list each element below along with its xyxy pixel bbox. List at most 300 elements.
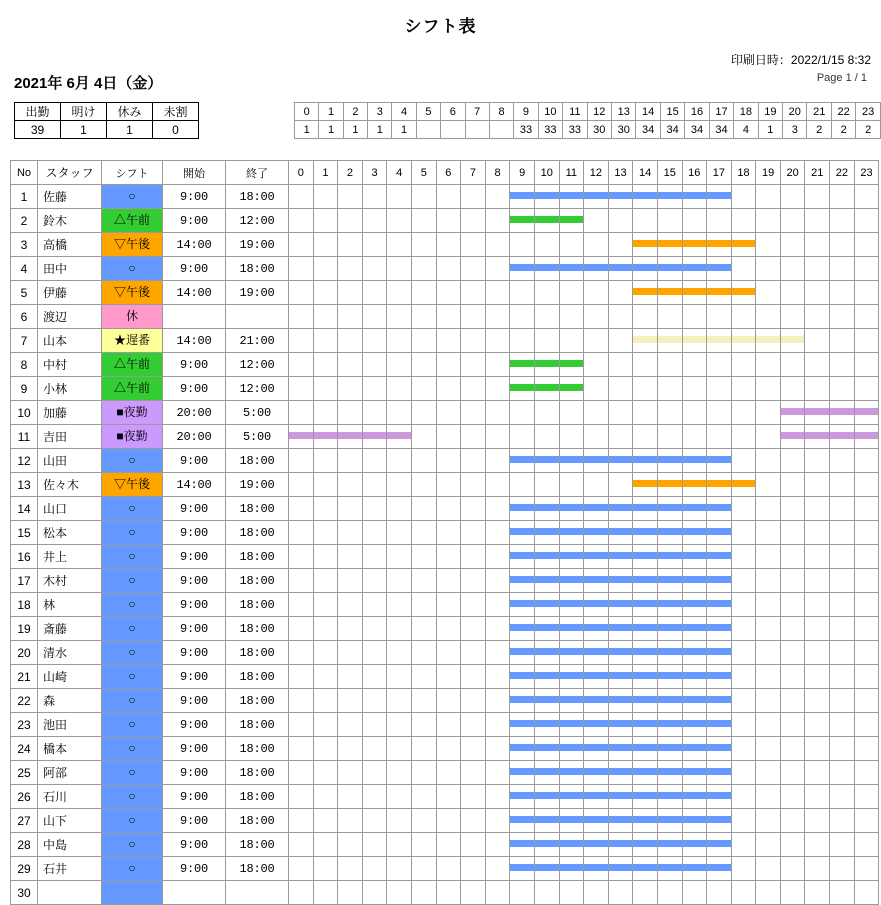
- table-row[interactable]: [11, 641, 879, 665]
- gantt-cell[interactable]: [731, 305, 756, 329]
- gantt-cell[interactable]: [584, 185, 609, 209]
- gantt-cell[interactable]: [780, 329, 805, 353]
- gantt-cell[interactable]: [362, 833, 387, 857]
- gantt-cell[interactable]: [805, 449, 830, 473]
- shift-code[interactable]: [102, 401, 163, 425]
- table-row[interactable]: [11, 713, 879, 737]
- gantt-cell[interactable]: [338, 473, 363, 497]
- gantt-cell[interactable]: [289, 857, 314, 881]
- gantt-cell[interactable]: [436, 473, 461, 497]
- gantt-cell[interactable]: [682, 257, 707, 281]
- gantt-cell[interactable]: [854, 209, 879, 233]
- gantt-cell[interactable]: [485, 857, 510, 881]
- gantt-cell[interactable]: [854, 473, 879, 497]
- gantt-cell[interactable]: [633, 233, 658, 257]
- shift-code[interactable]: [102, 233, 163, 257]
- gantt-cell[interactable]: [780, 449, 805, 473]
- gantt-cell[interactable]: [461, 377, 486, 401]
- gantt-cell[interactable]: [461, 521, 486, 545]
- gantt-cell[interactable]: [854, 521, 879, 545]
- start-time[interactable]: 9:00: [163, 449, 226, 473]
- gantt-cell[interactable]: [436, 833, 461, 857]
- gantt-cell[interactable]: [780, 617, 805, 641]
- gantt-cell[interactable]: [362, 641, 387, 665]
- gantt-cell[interactable]: [584, 617, 609, 641]
- gantt-cell[interactable]: [485, 257, 510, 281]
- end-time[interactable]: 18:00: [226, 449, 289, 473]
- gantt-cell[interactable]: [756, 881, 781, 905]
- gantt-cell[interactable]: [830, 689, 855, 713]
- gantt-cell[interactable]: [584, 329, 609, 353]
- gantt-cell[interactable]: [485, 593, 510, 617]
- gantt-cell[interactable]: [313, 785, 338, 809]
- staff-name[interactable]: 伊藤: [38, 281, 102, 305]
- gantt-cell[interactable]: [756, 593, 781, 617]
- shift-code[interactable]: [102, 377, 163, 401]
- gantt-cell[interactable]: [731, 473, 756, 497]
- gantt-cell[interactable]: [854, 713, 879, 737]
- gantt-cell[interactable]: [485, 713, 510, 737]
- gantt-cell[interactable]: [289, 449, 314, 473]
- gantt-cell[interactable]: [731, 401, 756, 425]
- gantt-cell[interactable]: [756, 353, 781, 377]
- gantt-cell[interactable]: [830, 809, 855, 833]
- gantt-cell[interactable]: [289, 425, 314, 449]
- gantt-cell[interactable]: [436, 449, 461, 473]
- gantt-cell[interactable]: [510, 713, 535, 737]
- gantt-cell[interactable]: [780, 425, 805, 449]
- shift-code[interactable]: [102, 305, 163, 329]
- table-row[interactable]: [11, 281, 879, 305]
- gantt-cell[interactable]: [559, 713, 584, 737]
- gantt-cell[interactable]: [633, 209, 658, 233]
- gantt-cell[interactable]: [657, 785, 682, 809]
- gantt-cell[interactable]: [854, 785, 879, 809]
- start-time[interactable]: 9:00: [163, 593, 226, 617]
- gantt-cell[interactable]: [461, 713, 486, 737]
- gantt-cell[interactable]: [387, 761, 412, 785]
- shift-code[interactable]: [102, 833, 163, 857]
- gantt-cell[interactable]: [411, 545, 436, 569]
- gantt-cell[interactable]: [313, 281, 338, 305]
- table-row[interactable]: [11, 473, 879, 497]
- gantt-cell[interactable]: [289, 281, 314, 305]
- gantt-cell[interactable]: [387, 281, 412, 305]
- gantt-cell[interactable]: [313, 665, 338, 689]
- gantt-cell[interactable]: [387, 353, 412, 377]
- gantt-cell[interactable]: [830, 425, 855, 449]
- gantt-cell[interactable]: [608, 665, 633, 689]
- gantt-cell[interactable]: [461, 185, 486, 209]
- gantt-cell[interactable]: [387, 617, 412, 641]
- start-time[interactable]: 9:00: [163, 833, 226, 857]
- gantt-cell[interactable]: [338, 425, 363, 449]
- gantt-cell[interactable]: [780, 233, 805, 257]
- end-time[interactable]: 19:00: [226, 281, 289, 305]
- gantt-cell[interactable]: [731, 737, 756, 761]
- gantt-cell[interactable]: [289, 689, 314, 713]
- gantt-cell[interactable]: [436, 521, 461, 545]
- gantt-cell[interactable]: [289, 257, 314, 281]
- gantt-cell[interactable]: [289, 353, 314, 377]
- gantt-cell[interactable]: [534, 449, 559, 473]
- gantt-cell[interactable]: [411, 329, 436, 353]
- start-time[interactable]: 9:00: [163, 689, 226, 713]
- gantt-cell[interactable]: [608, 785, 633, 809]
- gantt-cell[interactable]: [485, 809, 510, 833]
- gantt-cell[interactable]: [387, 809, 412, 833]
- gantt-cell[interactable]: [756, 209, 781, 233]
- gantt-cell[interactable]: [854, 257, 879, 281]
- staff-name[interactable]: 加藤: [38, 401, 102, 425]
- gantt-cell[interactable]: [362, 545, 387, 569]
- end-time[interactable]: 18:00: [226, 617, 289, 641]
- gantt-cell[interactable]: [731, 377, 756, 401]
- gantt-cell[interactable]: [608, 713, 633, 737]
- gantt-cell[interactable]: [510, 425, 535, 449]
- gantt-cell[interactable]: [633, 521, 658, 545]
- gantt-cell[interactable]: [707, 233, 732, 257]
- gantt-cell[interactable]: [682, 209, 707, 233]
- gantt-cell[interactable]: [707, 809, 732, 833]
- start-time[interactable]: 9:00: [163, 857, 226, 881]
- gantt-cell[interactable]: [313, 257, 338, 281]
- gantt-cell[interactable]: [657, 305, 682, 329]
- gantt-cell[interactable]: [608, 617, 633, 641]
- gantt-cell[interactable]: [534, 641, 559, 665]
- gantt-cell[interactable]: [411, 233, 436, 257]
- gantt-cell[interactable]: [633, 257, 658, 281]
- end-time[interactable]: [226, 881, 289, 905]
- gantt-cell[interactable]: [485, 185, 510, 209]
- gantt-cell[interactable]: [633, 665, 658, 689]
- gantt-cell[interactable]: [682, 617, 707, 641]
- gantt-cell[interactable]: [608, 329, 633, 353]
- gantt-cell[interactable]: [584, 257, 609, 281]
- start-time[interactable]: 9:00: [163, 497, 226, 521]
- gantt-cell[interactable]: [633, 713, 658, 737]
- gantt-cell[interactable]: [633, 329, 658, 353]
- gantt-cell[interactable]: [387, 737, 412, 761]
- gantt-cell[interactable]: [682, 521, 707, 545]
- start-time[interactable]: 20:00: [163, 401, 226, 425]
- gantt-cell[interactable]: [633, 305, 658, 329]
- gantt-cell[interactable]: [289, 305, 314, 329]
- gantt-cell[interactable]: [707, 257, 732, 281]
- gantt-cell[interactable]: [510, 473, 535, 497]
- staff-name[interactable]: 山下: [38, 809, 102, 833]
- gantt-cell[interactable]: [436, 281, 461, 305]
- gantt-cell[interactable]: [805, 593, 830, 617]
- gantt-cell[interactable]: [362, 569, 387, 593]
- start-time[interactable]: 9:00: [163, 737, 226, 761]
- gantt-cell[interactable]: [387, 833, 412, 857]
- gantt-cell[interactable]: [338, 665, 363, 689]
- gantt-cell[interactable]: [534, 257, 559, 281]
- gantt-cell[interactable]: [411, 593, 436, 617]
- gantt-cell[interactable]: [510, 665, 535, 689]
- gantt-cell[interactable]: [411, 353, 436, 377]
- gantt-cell[interactable]: [780, 569, 805, 593]
- gantt-cell[interactable]: [461, 353, 486, 377]
- gantt-cell[interactable]: [559, 545, 584, 569]
- gantt-cell[interactable]: [657, 521, 682, 545]
- gantt-cell[interactable]: [461, 401, 486, 425]
- gantt-cell[interactable]: [608, 809, 633, 833]
- table-row[interactable]: [11, 353, 879, 377]
- gantt-cell[interactable]: [411, 785, 436, 809]
- gantt-cell[interactable]: [707, 761, 732, 785]
- gantt-cell[interactable]: [313, 689, 338, 713]
- gantt-cell[interactable]: [707, 185, 732, 209]
- gantt-cell[interactable]: [510, 761, 535, 785]
- staff-name[interactable]: 田中: [38, 257, 102, 281]
- gantt-cell[interactable]: [657, 713, 682, 737]
- gantt-cell[interactable]: [780, 737, 805, 761]
- gantt-cell[interactable]: [805, 833, 830, 857]
- gantt-cell[interactable]: [411, 209, 436, 233]
- gantt-cell[interactable]: [510, 641, 535, 665]
- gantt-cell[interactable]: [534, 689, 559, 713]
- gantt-cell[interactable]: [633, 473, 658, 497]
- staff-name[interactable]: 斎藤: [38, 617, 102, 641]
- gantt-cell[interactable]: [387, 881, 412, 905]
- gantt-cell[interactable]: [633, 881, 658, 905]
- gantt-cell[interactable]: [387, 233, 412, 257]
- gantt-cell[interactable]: [657, 497, 682, 521]
- staff-name[interactable]: 佐藤: [38, 185, 102, 209]
- gantt-cell[interactable]: [534, 713, 559, 737]
- gantt-cell[interactable]: [461, 449, 486, 473]
- gantt-cell[interactable]: [485, 617, 510, 641]
- gantt-cell[interactable]: [510, 689, 535, 713]
- gantt-cell[interactable]: [485, 689, 510, 713]
- end-time[interactable]: [226, 305, 289, 329]
- gantt-cell[interactable]: [633, 545, 658, 569]
- gantt-cell[interactable]: [584, 425, 609, 449]
- gantt-cell[interactable]: [461, 329, 486, 353]
- gantt-cell[interactable]: [830, 881, 855, 905]
- gantt-cell[interactable]: [830, 401, 855, 425]
- gantt-cell[interactable]: [780, 713, 805, 737]
- end-time[interactable]: 18:00: [226, 521, 289, 545]
- gantt-cell[interactable]: [608, 257, 633, 281]
- staff-name[interactable]: 森: [38, 689, 102, 713]
- gantt-cell[interactable]: [436, 185, 461, 209]
- gantt-cell[interactable]: [707, 641, 732, 665]
- shift-code[interactable]: [102, 521, 163, 545]
- end-time[interactable]: 18:00: [226, 569, 289, 593]
- shift-code[interactable]: [102, 353, 163, 377]
- staff-name[interactable]: [38, 881, 102, 905]
- gantt-cell[interactable]: [657, 473, 682, 497]
- gantt-cell[interactable]: [338, 449, 363, 473]
- gantt-cell[interactable]: [805, 881, 830, 905]
- gantt-cell[interactable]: [289, 761, 314, 785]
- gantt-cell[interactable]: [633, 569, 658, 593]
- gantt-cell[interactable]: [411, 665, 436, 689]
- gantt-cell[interactable]: [756, 737, 781, 761]
- gantt-cell[interactable]: [436, 593, 461, 617]
- gantt-cell[interactable]: [559, 449, 584, 473]
- gantt-cell[interactable]: [682, 569, 707, 593]
- gantt-cell[interactable]: [559, 305, 584, 329]
- gantt-cell[interactable]: [313, 881, 338, 905]
- shift-code[interactable]: [102, 857, 163, 881]
- gantt-cell[interactable]: [707, 665, 732, 689]
- gantt-cell[interactable]: [633, 809, 658, 833]
- gantt-cell[interactable]: [756, 305, 781, 329]
- gantt-cell[interactable]: [780, 593, 805, 617]
- gantt-cell[interactable]: [854, 185, 879, 209]
- gantt-cell[interactable]: [362, 761, 387, 785]
- gantt-cell[interactable]: [682, 473, 707, 497]
- gantt-cell[interactable]: [436, 377, 461, 401]
- gantt-cell[interactable]: [289, 713, 314, 737]
- gantt-cell[interactable]: [559, 233, 584, 257]
- gantt-cell[interactable]: [780, 185, 805, 209]
- gantt-cell[interactable]: [313, 449, 338, 473]
- gantt-cell[interactable]: [682, 425, 707, 449]
- table-row[interactable]: [11, 497, 879, 521]
- gantt-cell[interactable]: [682, 737, 707, 761]
- gantt-cell[interactable]: [731, 209, 756, 233]
- gantt-cell[interactable]: [608, 761, 633, 785]
- gantt-cell[interactable]: [633, 785, 658, 809]
- gantt-cell[interactable]: [362, 329, 387, 353]
- gantt-cell[interactable]: [534, 497, 559, 521]
- gantt-cell[interactable]: [510, 545, 535, 569]
- table-row[interactable]: [11, 305, 879, 329]
- gantt-cell[interactable]: [485, 833, 510, 857]
- end-time[interactable]: 18:00: [226, 833, 289, 857]
- gantt-cell[interactable]: [411, 689, 436, 713]
- gantt-cell[interactable]: [338, 209, 363, 233]
- gantt-cell[interactable]: [707, 713, 732, 737]
- shift-code[interactable]: [102, 785, 163, 809]
- gantt-cell[interactable]: [289, 329, 314, 353]
- gantt-cell[interactable]: [584, 209, 609, 233]
- gantt-cell[interactable]: [411, 713, 436, 737]
- gantt-cell[interactable]: [805, 401, 830, 425]
- end-time[interactable]: 18:00: [226, 641, 289, 665]
- gantt-cell[interactable]: [633, 857, 658, 881]
- gantt-cell[interactable]: [534, 785, 559, 809]
- gantt-cell[interactable]: [657, 689, 682, 713]
- gantt-cell[interactable]: [559, 881, 584, 905]
- gantt-cell[interactable]: [608, 497, 633, 521]
- gantt-cell[interactable]: [436, 641, 461, 665]
- gantt-cell[interactable]: [657, 761, 682, 785]
- gantt-cell[interactable]: [707, 785, 732, 809]
- gantt-cell[interactable]: [510, 233, 535, 257]
- gantt-cell[interactable]: [485, 497, 510, 521]
- gantt-cell[interactable]: [436, 329, 461, 353]
- gantt-cell[interactable]: [534, 233, 559, 257]
- gantt-cell[interactable]: [854, 833, 879, 857]
- gantt-cell[interactable]: [338, 833, 363, 857]
- start-time[interactable]: 14:00: [163, 233, 226, 257]
- gantt-cell[interactable]: [731, 329, 756, 353]
- gantt-cell[interactable]: [707, 497, 732, 521]
- gantt-cell[interactable]: [805, 521, 830, 545]
- shift-code[interactable]: [102, 329, 163, 353]
- gantt-cell[interactable]: [559, 185, 584, 209]
- gantt-cell[interactable]: [534, 329, 559, 353]
- gantt-cell[interactable]: [584, 521, 609, 545]
- gantt-cell[interactable]: [633, 449, 658, 473]
- gantt-cell[interactable]: [584, 713, 609, 737]
- gantt-cell[interactable]: [461, 209, 486, 233]
- gantt-cell[interactable]: [338, 329, 363, 353]
- gantt-cell[interactable]: [756, 545, 781, 569]
- gantt-cell[interactable]: [387, 449, 412, 473]
- gantt-cell[interactable]: [731, 641, 756, 665]
- gantt-cell[interactable]: [485, 425, 510, 449]
- gantt-cell[interactable]: [559, 689, 584, 713]
- staff-name[interactable]: 松本: [38, 521, 102, 545]
- gantt-cell[interactable]: [854, 281, 879, 305]
- gantt-cell[interactable]: [657, 257, 682, 281]
- shift-code[interactable]: [102, 713, 163, 737]
- gantt-cell[interactable]: [830, 305, 855, 329]
- gantt-cell[interactable]: [830, 329, 855, 353]
- table-row[interactable]: [11, 209, 879, 233]
- gantt-cell[interactable]: [731, 689, 756, 713]
- gantt-cell[interactable]: [731, 569, 756, 593]
- table-row[interactable]: [11, 809, 879, 833]
- gantt-cell[interactable]: [854, 737, 879, 761]
- gantt-cell[interactable]: [559, 857, 584, 881]
- shift-code[interactable]: [102, 761, 163, 785]
- gantt-cell[interactable]: [707, 857, 732, 881]
- end-time[interactable]: 18:00: [226, 545, 289, 569]
- gantt-cell[interactable]: [485, 281, 510, 305]
- end-time[interactable]: 21:00: [226, 329, 289, 353]
- gantt-cell[interactable]: [362, 497, 387, 521]
- gantt-cell[interactable]: [436, 737, 461, 761]
- gantt-cell[interactable]: [830, 665, 855, 689]
- gantt-cell[interactable]: [731, 881, 756, 905]
- gantt-cell[interactable]: [387, 713, 412, 737]
- gantt-cell[interactable]: [756, 233, 781, 257]
- table-row[interactable]: [11, 833, 879, 857]
- gantt-cell[interactable]: [461, 473, 486, 497]
- gantt-cell[interactable]: [559, 401, 584, 425]
- gantt-cell[interactable]: [313, 305, 338, 329]
- gantt-cell[interactable]: [780, 881, 805, 905]
- gantt-cell[interactable]: [805, 713, 830, 737]
- gantt-cell[interactable]: [461, 689, 486, 713]
- gantt-cell[interactable]: [608, 209, 633, 233]
- gantt-cell[interactable]: [633, 353, 658, 377]
- start-time[interactable]: 14:00: [163, 473, 226, 497]
- gantt-cell[interactable]: [731, 785, 756, 809]
- shift-code[interactable]: [102, 209, 163, 233]
- gantt-cell[interactable]: [657, 401, 682, 425]
- gantt-cell[interactable]: [707, 209, 732, 233]
- gantt-cell[interactable]: [510, 329, 535, 353]
- gantt-cell[interactable]: [510, 401, 535, 425]
- table-row[interactable]: [11, 425, 879, 449]
- gantt-cell[interactable]: [756, 857, 781, 881]
- gantt-cell[interactable]: [633, 761, 658, 785]
- gantt-cell[interactable]: [411, 257, 436, 281]
- shift-code[interactable]: [102, 449, 163, 473]
- gantt-cell[interactable]: [731, 665, 756, 689]
- gantt-cell[interactable]: [854, 329, 879, 353]
- gantt-cell[interactable]: [830, 857, 855, 881]
